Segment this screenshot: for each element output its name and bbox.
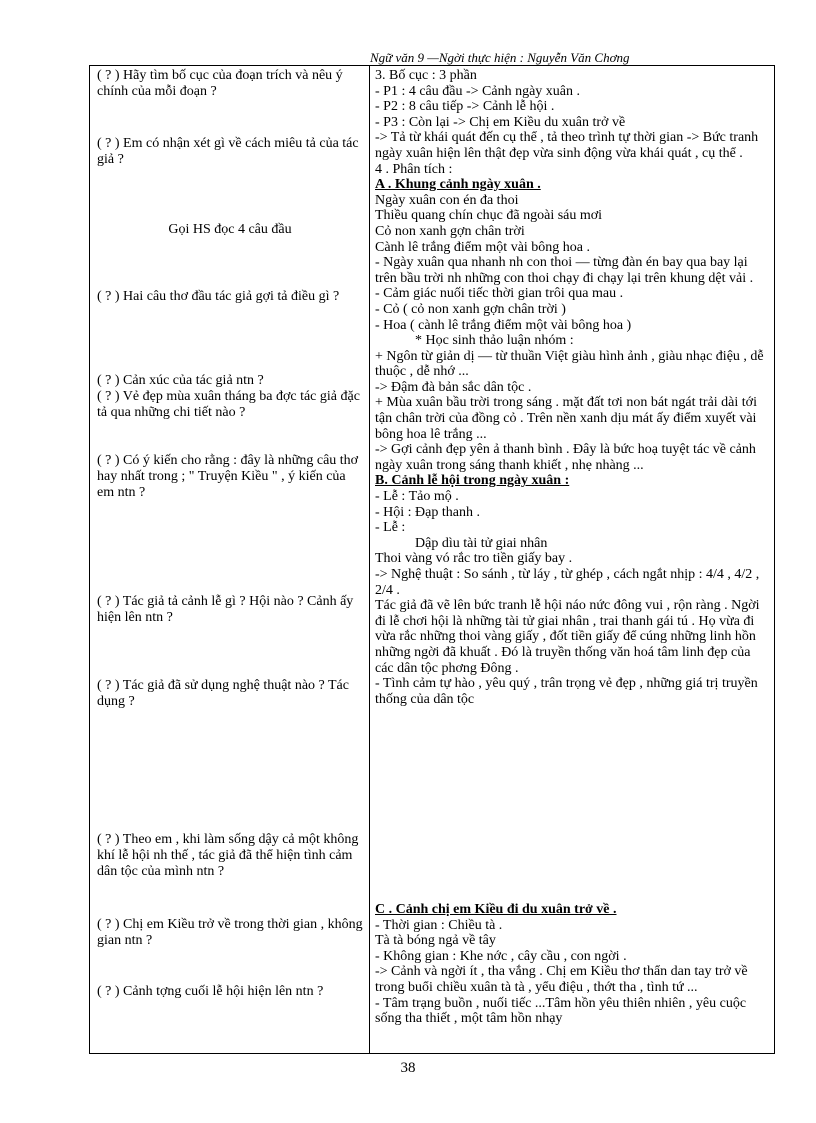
question-column xyxy=(90,66,370,1053)
answer-column xyxy=(370,66,774,1053)
section-c-title: C . Cảnh chị em Kiều đi du xuân trở về . xyxy=(375,902,617,917)
question-3: ( ? ) Hai câu thơ đầu tác giả gợi tả điều gì ? xyxy=(97,289,340,304)
question-10: ( ? ) Cảnh tợng cuối lễ hội hiện lên ntn ? xyxy=(97,984,324,999)
question-8: ( ? ) Theo em , khi làm sống dậy cả một không khí lễ hội nh thế , tác giả đã thể hiện tình cảm dân tộc của mình ntn ? xyxy=(97,832,359,879)
section-b-title: B. Cảnh lễ hội trong ngày xuân : xyxy=(375,473,570,489)
page-number: 38 xyxy=(400,1060,416,1076)
answer-block-1: 3. Bố cục : 3 phần - P1 : 4 câu đầu -> Cảnh ngày xuân . - P2 : 8 câu tiếp -> Cảnh lễ hội . - P3 : Còn lại -> Chị em Kiều du xuân trở về -> Tả từ khái quát đến cụ thể , tả theo trình tự thời gian -> Bức tranh ngày xuân hiện lên thật đẹp vừa sinh động vừa khái quát , cụ thể . 4 . Phân tích : A . Khung cảnh ngày xuân . Ngày xuân con én đa thoi Thiều quang chín chục đã ngoài sáu mơi Cỏ non xanh gợn chân trời Cành lê trắng điểm một vài bông hoa . - Ngày xuân qua nhanh nh con thoi — từng đàn én bay qua bay lại trên bầu trời nh những con thoi chạy đi chạy lại trên khung dệt vải . - Cảm giác nuối tiếc thời gian trôi qua mau . - Cỏ ( cỏ non xanh gợn chân trời ) - Hoa ( cành lê trắng điểm một vài bông hoa ) * Học sinh thảo luận nhóm : + Ngôn từ giản dị — từ thuần Việt giàu hình ảnh , giàu nhạc điệu , dễ thuộc , dễ nhớ ... -> Đậm đà bản sắc dân tộc . + Mùa xuân bầu trời trong sáng . mặt đất tơi non bát ngát trải dài tới tận chân trời của đồng cỏ . Trên nền xanh dịu mát ấy điểm xuyết vài bông hoa lê trắng ... -> Gợi cảnh đẹp yên ả thanh bình . Đây là bức hoạ tuyệt tác về cảnh ngày xuân trong sáng thanh khiết , nhẹ nhàng ... B. Cảnh lễ hội trong ngày xuân : - Lễ : Tảo mộ . - Hội : Đạp thanh . - Lễ : Dập dìu tài tử giai nhân Thoi vàng vó rắc tro tiền giấy bay . -> Nghệ thuật : So sánh , từ láy , từ ghép , cách ngắt nhịp : 4/4 , 4/2 , 2/4 . Tác giả đã vẽ lên bức tranh lễ hội náo nức đông vui , rộn ràng . Ngời đi lễ chơi hội là những tài tử giai nhân , trai thanh gái tú . Họ vừa đi vừa rắc những thoi vàng giấy , đốt tiền giấy để cúng những linh hồn những ngời đã khuất . Đó là truyền thống văn hoá tâm linh đẹp của các dân tộc phơng Đông . - Tình cảm tự hào , yêu quý , trân trọng vẻ đẹp , những giá trị truyền thống của dân tộc xyxy=(375,68,767,707)
question-5: ( ? ) Có ý kiến cho rằng : đây là những câu thơ hay nhất trong ; " Truyện Kiều " , ý kiến của em ntn ? xyxy=(97,453,359,500)
page-header: Ngữ văn 9 —Ngời thực hiện : Nguyễn Văn Chơng xyxy=(370,50,630,65)
answer-block-2: C . Cảnh chị em Kiều đi du xuân trở về . - Thời gian : Chiều tà . Tà tà bóng ngả về tây - Không gian : Khe nớc , cây cầu , con ngời . -> Cảnh và ngời ít , tha vắng . Chị em Kiều thơ thẩn dan tay trở về trong buổi chiều xuân tà tà , yểu điệu , thớt tha , tình tứ ... - Tâm trạng buồn , nuối tiếc ...Tâm hồn yêu thiên nhiên , yêu cuộc sống tha thiết , một tâm hồn nhạy xyxy=(375,902,767,1027)
instruction-read: Gọi HS đọc 4 câu đầu xyxy=(168,222,292,237)
section-a-title: A . Khung cảnh ngày xuân . xyxy=(375,177,541,193)
question-7: ( ? ) Tác giả đã sử dụng nghệ thuật nào ? Tác dụng ? xyxy=(97,678,349,709)
question-4: ( ? ) Cản xúc của tác giả ntn ? ( ? ) Vẻ đẹp mùa xuân tháng ba đợc tác giả đặc tả qua những chi tiết nào ? xyxy=(97,373,360,420)
question-1: ( ? ) Hãy tìm bố cục của đoạn trích và nêu ý chính của mỗi đoạn ? xyxy=(97,68,343,99)
question-6: ( ? ) Tác giả tả cảnh lễ gì ? Hội nào ? Cảnh ấy hiện lên ntn ? xyxy=(97,594,354,625)
lesson-table xyxy=(89,65,775,1054)
question-2: ( ? ) Em có nhận xét gì về cách miêu tả của tác giả ? xyxy=(97,136,359,167)
question-9: ( ? ) Chị em Kiều trở về trong thời gian , không gian ntn ? xyxy=(97,917,363,948)
